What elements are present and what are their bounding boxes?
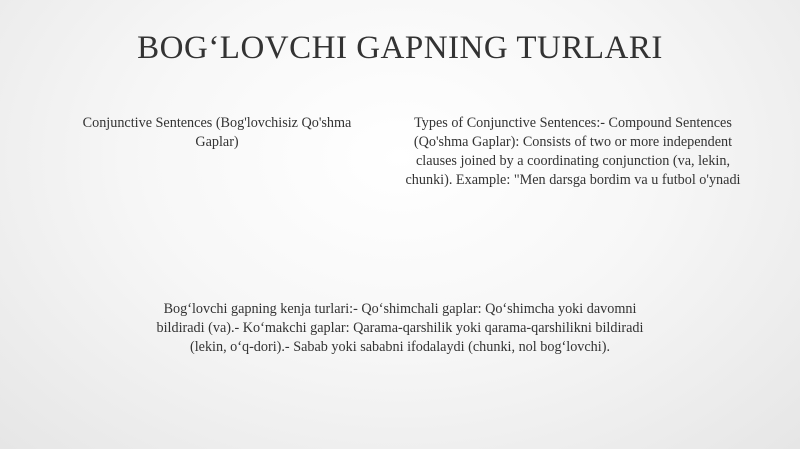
right-text-block: Types of Conjunctive Sentences:- Compound Sentences (Qo'shma Gaplar): Consists of two or more independent clauses joined by a coordinating conjunction (va, lekin, chunki). Example: "Men darsga bordim va u futbol o'ynadi: [405, 115, 741, 188]
left-text-block: Conjunctive Sentences (Bog'lovchisiz Qo'shma Gaplar): [82, 115, 352, 150]
bottom-text-block: Bog‘lovchi gapning kenja turlari:- Qo‘shimchali gaplar: Qo‘shimcha yoki davomni bildiradi (va).- Ko‘makchi gaplar: Qarama-qarshilik yoki qarama-qarshilikni bildiradi (lekin, o‘q-dori).- Sabab yoki sababni ifodalaydi (chunki, nol bog‘lovchi).: [156, 301, 644, 355]
slide-title: BOG‘LOVCHI GAPNING TURLARI: [137, 30, 663, 66]
